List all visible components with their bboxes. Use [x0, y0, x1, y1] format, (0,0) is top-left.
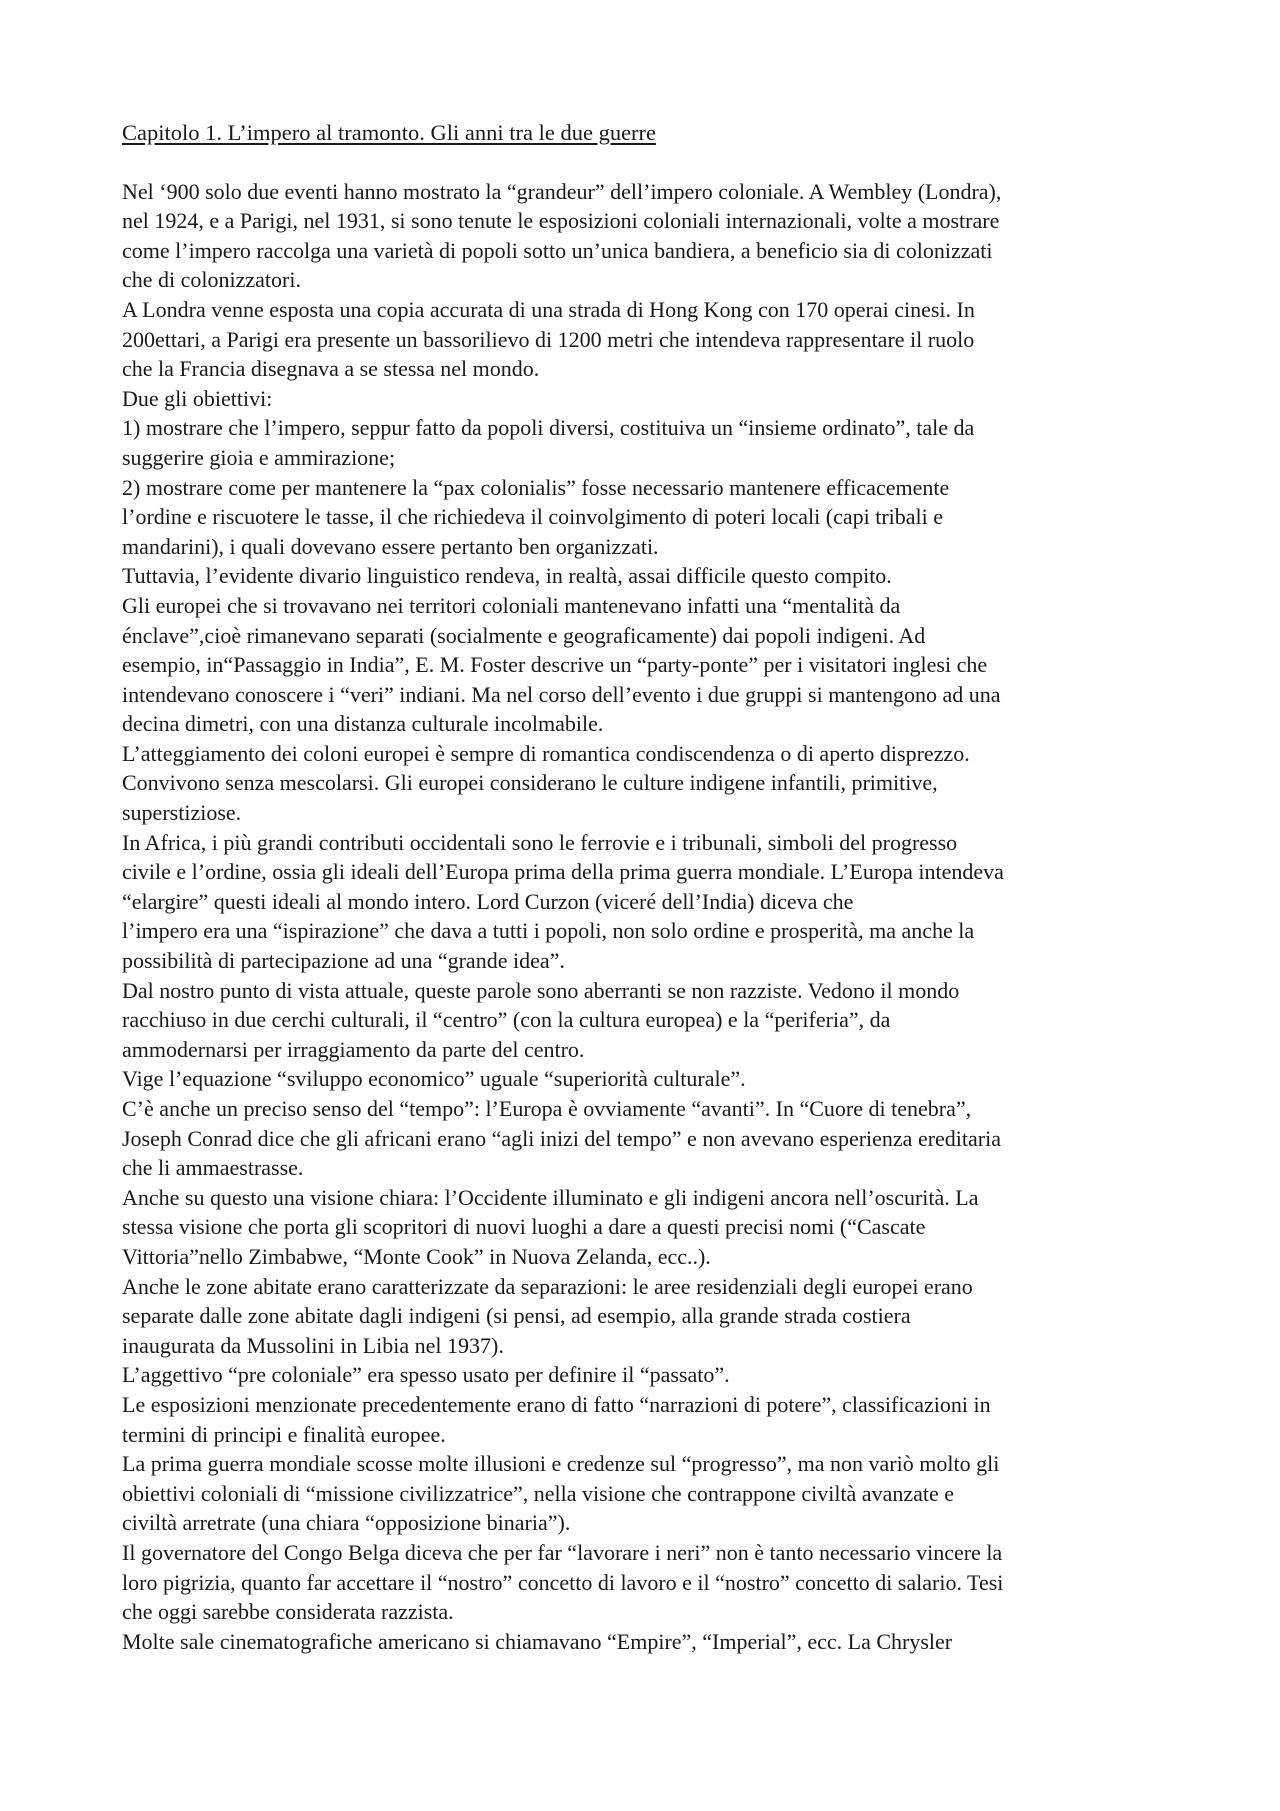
chapter-title: Capitolo 1. L’impero al tramonto. Gli anni tra le due guerre [122, 120, 657, 145]
text-line: che la Francia disegnava a se stessa nel mondo. [122, 356, 540, 382]
text-line: énclave”,cioè rimanevano separati (socialmente e geograficamente) dai popoli indigeni. Ad [122, 622, 926, 648]
text-line: L’atteggiamento dei coloni europei è sempre di romantica condiscendenza o di aperto disprezzo. [122, 740, 970, 766]
text-line: Vittoria”nello Zimbabwe, “Monte Cook” in Nuova Zelanda, ecc..). [122, 1243, 711, 1269]
text-line: Dal nostro punto di vista attuale, queste parole sono aberranti se non razziste. Vedono il mondo [122, 977, 960, 1003]
text-line: civile e l’ordine, ossia gli ideali dell’Europa prima della prima guerra mondiale. L’Europa intendeva [122, 859, 1004, 885]
text-line: 2) mostrare come per mantenere la “pax colonialis” fosse necessario mantenere efficacemente [122, 474, 950, 500]
text-line: Tuttavia, l’evidente divario linguistico rendeva, in realtà, assai difficile questo compito. [122, 563, 892, 589]
text-line: termini di principi e finalità europee. [122, 1421, 446, 1447]
text-line: 1) mostrare che l’impero, seppur fatto da popoli diversi, costituiva un “insieme ordinato”, tale da [122, 415, 975, 441]
text-line: Anche le zone abitate erano caratterizzate da separazioni: le aree residenziali degli europei erano [122, 1273, 973, 1299]
text-line: Nel ‘900 solo due eventi hanno mostrato la “grandeur” dell’impero coloniale. A Wembley (Londra), [122, 178, 1002, 204]
text-line: Molte sale cinematografiche americano si chiamavano “Empire”, “Imperial”, ecc. La Chrysler [122, 1628, 953, 1654]
text-line: suggerire gioia e ammirazione; [122, 444, 396, 470]
text-line: separate dalle zone abitate dagli indigeni (si pensi, ad esempio, alla grande strada costiera [122, 1303, 911, 1329]
text-line: decina dimetri, con una distanza culturale incolmabile. [122, 711, 604, 737]
text-line: loro pigrizia, quanto far accettare il “nostro” concetto di lavoro e il “nostro” concetto di salario. Tesi [122, 1569, 1004, 1595]
text-line: mandarini), i quali dovevano essere pertanto ben organizzati. [122, 533, 659, 559]
text-line: Le esposizioni menzionate precedentemente erano di fatto “narrazioni di potere”, classificazioni in [122, 1391, 991, 1417]
text-line: intendevano conoscere i “veri” indiani. Ma nel corso dell’evento i due gruppi si mantengono ad una [122, 681, 1001, 707]
text-line: che di colonizzatori. [122, 267, 301, 293]
text-line: In Africa, i più grandi contributi occidentali sono le ferrovie e i tribunali, simboli del progresso [122, 829, 958, 855]
body-text [122, 177, 1172, 1657]
text-line: Gli europei che si trovavano nei territori coloniali mantenevano infatti una “mentalità da [122, 592, 901, 618]
text-line: 200ettari, a Parigi era presente un bassorilievo di 1200 metri che intendeva rappresentare il ruolo [122, 326, 975, 352]
text-line: possibilità di partecipazione ad una “grande idea”. [122, 948, 565, 974]
text-line: obiettivi coloniali di “missione civilizzatrice”, nella visione che contrappone civiltà avanzate e [122, 1480, 955, 1506]
text-line: A Londra venne esposta una copia accurata di una strada di Hong Kong con 170 operai cinesi. In [122, 296, 975, 322]
text-line: Il governatore del Congo Belga diceva che per far “lavorare i neri” non è tanto necessario vincere la [122, 1539, 1003, 1565]
text-line: “elargire” questi ideali al mondo intero. Lord Curzon (viceré dell’India) diceva che [122, 888, 854, 914]
text-line: Vige l’equazione “sviluppo economico” uguale “superiorità culturale”. [122, 1066, 746, 1092]
text-line: l’impero era una “ispirazione” che dava a tutti i popoli, non solo ordine e prosperità, ma anche la [122, 918, 975, 944]
text-line: civiltà arretrate (una chiara “opposizione binaria”). [122, 1510, 571, 1536]
document-page [122, 118, 1172, 1656]
text-line: che oggi sarebbe considerata razzista. [122, 1599, 454, 1625]
text-line: l’ordine e riscuotere le tasse, il che richiedeva il coinvolgimento di poteri locali (capi tribali e [122, 504, 944, 530]
text-line: L’aggettivo “pre coloniale” era spesso usato per definire il “passato”. [122, 1362, 730, 1388]
text-line: stessa visione che porta gli scopritori di nuovi luoghi a dare a questi precisi nomi (“Cascate [122, 1214, 926, 1240]
text-line: racchiuso in due cerchi culturali, il “centro” (con la cultura europea) e la “periferia”, da [122, 1007, 891, 1033]
text-line: esempio, in“Passaggio in India”, E. M. Foster descrive un “party-ponte” per i visitatori inglesi che [122, 652, 988, 678]
text-line: Convivono senza mescolarsi. Gli europei considerano le culture indigene infantili, primitive, [122, 770, 938, 796]
text-line: ammodernarsi per irraggiamento da parte del centro. [122, 1036, 585, 1062]
text-line: inaugurata da Mussolini in Libia nel 1937). [122, 1332, 504, 1358]
text-line: nel 1924, e a Parigi, nel 1931, si sono tenute le esposizioni coloniali internazionali, volte a mostrare [122, 208, 1000, 234]
text-line: Joseph Conrad dice che gli africani erano “agli inizi del tempo” e non avevano esperienza ereditaria [122, 1125, 1001, 1151]
text-line: che li ammaestrasse. [122, 1155, 304, 1181]
text-line: superstiziose. [122, 800, 242, 826]
text-line: C’è anche un preciso senso del “tempo”: l’Europa è ovviamente “avanti”. In “Cuore di tenebra”, [122, 1096, 972, 1121]
text-line: Due gli obiettivi: [122, 385, 273, 411]
text-line: La prima guerra mondiale scosse molte illusioni e credenze sul “progresso”, ma non variò molto gli [122, 1451, 1000, 1477]
text-line: come l’impero raccolga una varietà di popoli sotto un’unica bandiera, a beneficio sia di colonizzati [122, 237, 993, 263]
text-line: Anche su questo una visione chiara: l’Occidente illuminato e gli indigeni ancora nell’oscurità. La [122, 1184, 979, 1210]
